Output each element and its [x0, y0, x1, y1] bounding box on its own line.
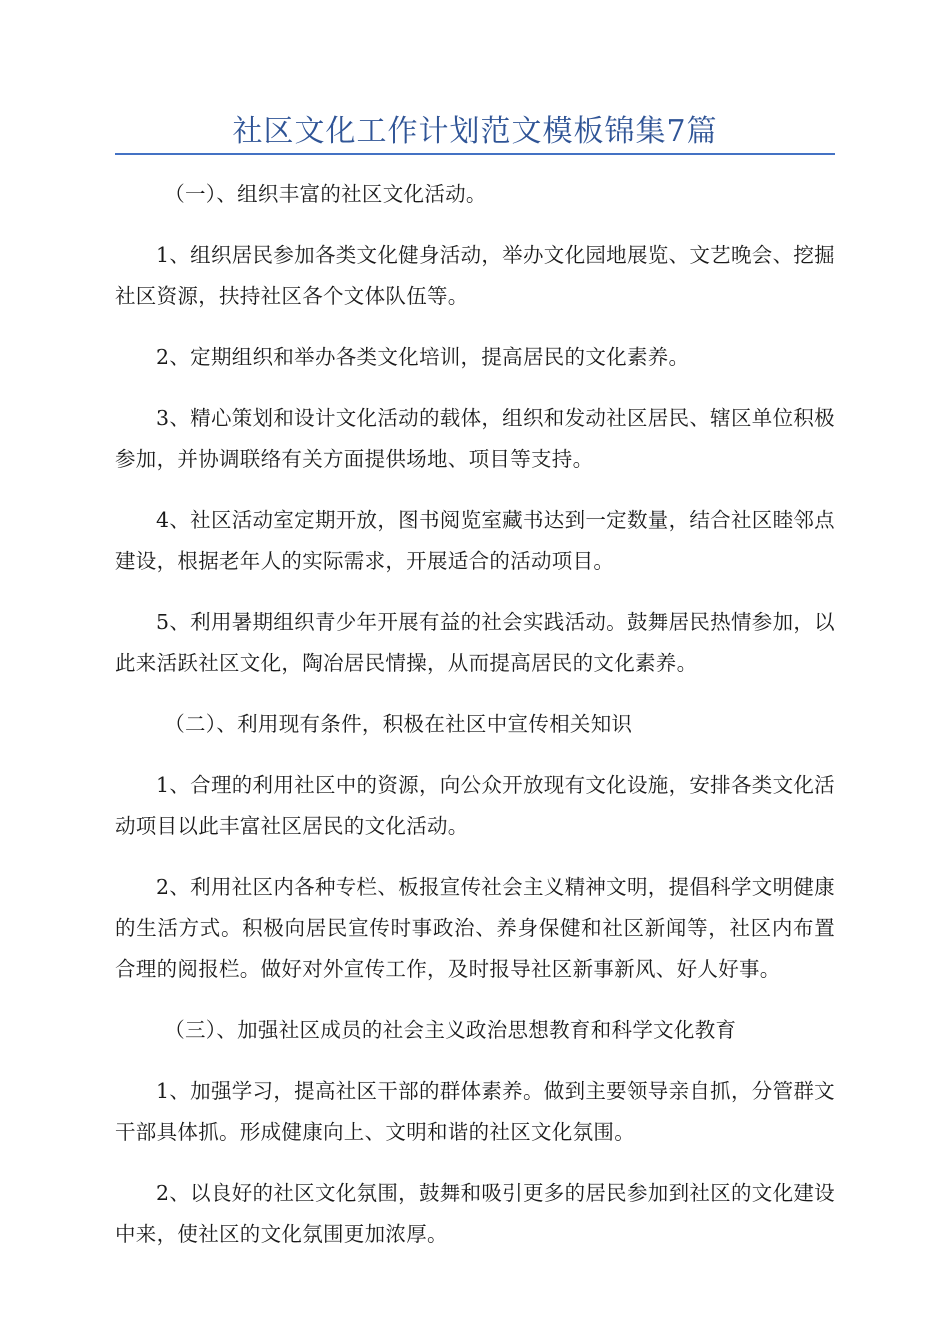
paragraph: 4、社区活动室定期开放，图书阅览室藏书达到一定数量，结合社区睦邻点建设，根据老年人的实际需求，开展适合的活动项目。 — [115, 508, 835, 573]
section-heading-1: （一）、组织丰富的社区文化活动。 — [164, 182, 487, 206]
paragraph: 1、加强学习，提高社区干部的群体素养。做到主要领导亲自抓，分管群文干部具体抓。形成健康向上、文明和谐的社区文化氛围。 — [115, 1079, 835, 1144]
document-body — [115, 174, 835, 1275]
section-heading-2: （二）、利用现有条件，积极在社区中宣传相关知识 — [164, 712, 633, 736]
paragraph: 5、利用暑期组织青少年开展有益的社会实践活动。鼓舞居民热情参加，以此来活跃社区文化，陶冶居民情操，从而提高居民的文化素养。 — [115, 610, 835, 675]
paragraph: 2、以良好的社区文化氛围，鼓舞和吸引更多的居民参加到社区的文化建设中来，使社区的文化氛围更加浓厚。 — [115, 1181, 835, 1246]
paragraph: 2、定期组织和举办各类文化培训，提高居民的文化素养。 — [156, 345, 690, 369]
paragraph: 1、合理的利用社区中的资源，向公众开放现有文化设施，安排各类文化活动项目以此丰富社区居民的文化活动。 — [115, 773, 835, 838]
paragraph: 2、利用社区内各种专栏、板报宣传社会主义精神文明，提倡科学文明健康的生活方式。积极向居民宣传时事政治、养身保健和社区新闻等，社区内布置合理的阅报栏。做好对外宣传工作，及时报导社区新事新风、好人好事。 — [115, 875, 835, 981]
document-title: 社区文化工作计划范文模板锦集7篇 — [232, 114, 718, 149]
paragraph: 3、精心策划和设计文化活动的载体，组织和发动社区居民、辖区单位积极参加，并协调联络有关方面提供场地、项目等支持。 — [115, 406, 835, 471]
title-underline — [115, 153, 835, 155]
section-heading-3: （三）、加强社区成员的社会主义政治思想教育和科学文化教育 — [164, 1018, 737, 1042]
paragraph: 1、组织居民参加各类文化健身活动，举办文化园地展览、文艺晚会、挖掘社区资源，扶持社区各个文体队伍等。 — [115, 243, 835, 308]
